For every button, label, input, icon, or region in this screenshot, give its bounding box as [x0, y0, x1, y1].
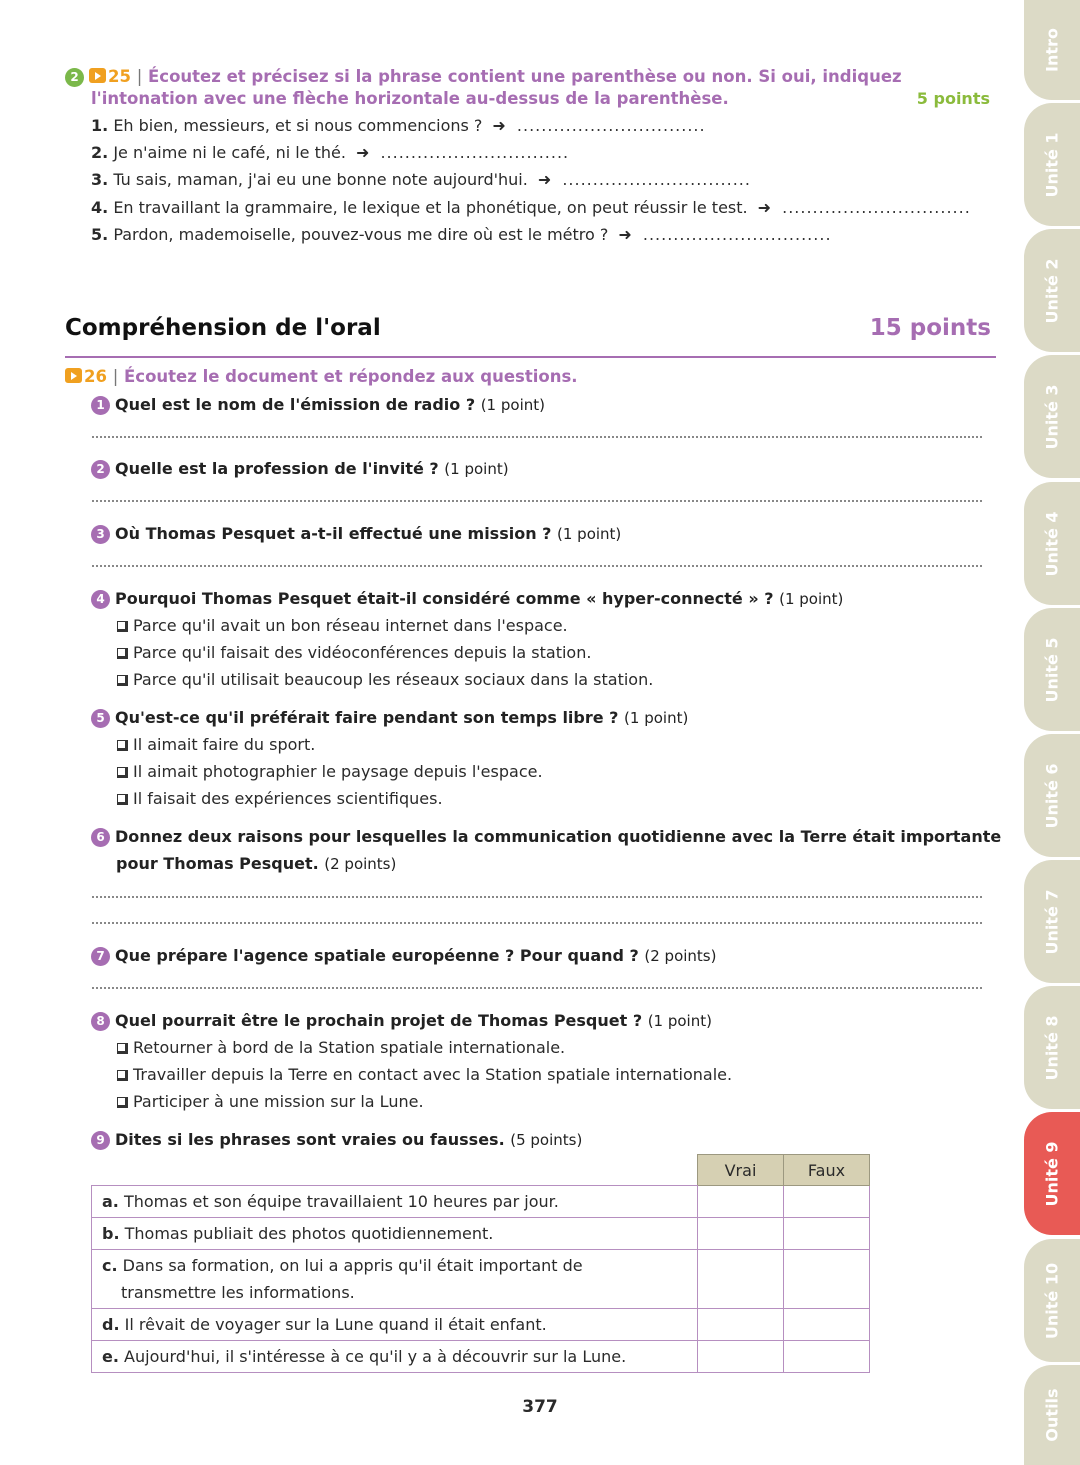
audio-play-icon[interactable] [65, 368, 82, 383]
instruction-line-2: l'intonation avec une flèche horizontale au-dessus de la parenthèse. [91, 89, 729, 108]
question-7 [91, 945, 716, 967]
list-item [91, 224, 832, 246]
table-row [92, 1309, 870, 1341]
tab-unit-7[interactable] [1024, 860, 1080, 983]
exercise-number: 2 [65, 68, 84, 87]
statement-letter: b. [102, 1224, 120, 1243]
option-text: Retourner à bord de la Station spatiale internationale. [133, 1038, 566, 1057]
question-number: 6 [91, 828, 110, 847]
checkbox-icon[interactable] [117, 675, 128, 686]
item-text: Pardon, mademoiselle, pouvez-vous me dire où est le métro ? [113, 225, 609, 244]
tab-unit-2[interactable] [1024, 229, 1080, 352]
arrow-icon: ➜ [618, 225, 632, 244]
answer-option[interactable] [117, 615, 568, 637]
instruction-text: Écoutez le document et répondez aux questions. [124, 367, 578, 386]
vrai-checkbox-cell[interactable] [698, 1186, 784, 1218]
tab-unit-10[interactable] [1024, 1239, 1080, 1362]
answer-option[interactable] [117, 734, 315, 756]
item-text: En travaillant la grammaire, le lexique et la phonétique, on peut réussir le test. [113, 198, 748, 217]
statement-text: Il rêvait de voyager sur la Lune quand il était enfant. [124, 1315, 547, 1334]
tab-label: Outils [1042, 1388, 1062, 1442]
option-text: Il aimait photographier le paysage depuis l'espace. [133, 762, 543, 781]
column-header-vrai: Vrai [698, 1155, 784, 1186]
table-row [92, 1218, 870, 1250]
exercise-points: 5 points [916, 89, 990, 108]
question-number: 5 [91, 709, 110, 728]
question-text: Où Thomas Pesquet a-t-il effectué une mission ? [115, 524, 552, 543]
checkbox-icon[interactable] [117, 1043, 128, 1054]
page-number: 377 [522, 1397, 558, 1417]
option-text: Participer à une mission sur la Lune. [133, 1092, 424, 1111]
option-text: Il faisait des expériences scientifiques. [133, 789, 443, 808]
statement-text-continued: transmettre les informations. [121, 1283, 355, 1302]
column-header-faux: Faux [784, 1155, 870, 1186]
tab-label: Unité 10 [1042, 1262, 1062, 1339]
tab-unit-1[interactable] [1024, 103, 1080, 226]
arrow-icon: ➜ [492, 116, 506, 135]
vrai-checkbox-cell[interactable] [698, 1309, 784, 1341]
question-points: (1 point) [444, 460, 509, 478]
section-divider [65, 356, 996, 358]
statement-text: Thomas et son équipe travaillaient 10 heures par jour. [123, 1192, 559, 1211]
faux-checkbox-cell[interactable] [784, 1309, 870, 1341]
question-points: (2 points) [324, 855, 397, 873]
option-text: Parce qu'il faisait des vidéoconférences depuis la station. [133, 643, 592, 662]
question-text: Quel est le nom de l'émission de radio ? [115, 395, 476, 414]
question-1 [91, 394, 545, 416]
tab-label: Unité 8 [1042, 1014, 1062, 1081]
question-text: Dites si les phrases sont vraies ou fausses. [115, 1130, 505, 1149]
answer-line[interactable] [92, 896, 982, 898]
statement-text: Dans sa formation, on lui a appris qu'il était important de [122, 1256, 583, 1275]
answer-line[interactable] [92, 436, 982, 438]
answer-option[interactable] [117, 1091, 424, 1113]
question-2 [91, 458, 509, 480]
statement-cell [92, 1341, 698, 1373]
tab-label: Unité 7 [1042, 888, 1062, 955]
answer-blank[interactable]: ............................... [642, 225, 832, 244]
checkbox-icon[interactable] [117, 1097, 128, 1108]
tab-intro[interactable] [1024, 0, 1080, 100]
answer-line[interactable] [92, 565, 982, 567]
tab-label: Unité 1 [1042, 131, 1062, 198]
statement-text: Aujourd'hui, il s'intéresse à ce qu'il y a à découvrir sur la Lune. [124, 1347, 627, 1366]
option-text: Travailler depuis la Terre en contact avec la Station spatiale internationale. [133, 1065, 733, 1084]
answer-option[interactable] [117, 1037, 565, 1059]
tab-unit-9[interactable] [1024, 1112, 1080, 1235]
tab-unit-5[interactable] [1024, 608, 1080, 731]
item-number: 1. [91, 116, 109, 135]
statement-letter: c. [102, 1256, 118, 1275]
exercise-2-instruction: 2 25 | Écoutez et précisez si la phrase contient une parenthèse ou non. Si oui, indiquez [65, 66, 902, 88]
list-item [91, 197, 971, 219]
faux-checkbox-cell[interactable] [784, 1250, 870, 1309]
answer-option[interactable] [117, 669, 653, 691]
question-points: (2 points) [644, 947, 717, 965]
question-9 [91, 1129, 582, 1151]
tab-label: Unité 4 [1042, 510, 1062, 577]
question-text: Que prépare l'agence spatiale européenne ? Pour quand ? [115, 946, 639, 965]
list-item [91, 142, 569, 164]
question-text: Quel pourrait être le prochain projet de Thomas Pesquet ? [115, 1011, 643, 1030]
question-text: Qu'est-ce qu'il préférait faire pendant son temps libre ? [115, 708, 619, 727]
tab-label: Unité 3 [1042, 383, 1062, 450]
tab-label: Unité 5 [1042, 636, 1062, 703]
answer-line[interactable] [92, 987, 982, 989]
question-text: pour Thomas Pesquet. [116, 854, 319, 873]
faux-checkbox-cell[interactable] [784, 1218, 870, 1250]
tab-label: Unité 6 [1042, 762, 1062, 829]
question-number: 2 [91, 460, 110, 479]
question-points: (1 point) [557, 525, 622, 543]
section-title: Compréhension de l'oral [65, 315, 381, 341]
tab-label: Intro [1042, 28, 1062, 72]
question-3 [91, 523, 621, 545]
checkbox-icon[interactable] [117, 621, 128, 632]
tab-outils[interactable] [1024, 1365, 1080, 1465]
answer-blank[interactable]: ............................... [782, 198, 971, 217]
audio-track-number: 26 [84, 367, 107, 386]
table-row [92, 1250, 870, 1309]
item-text: Je n'aime ni le café, ni le thé. [113, 143, 346, 162]
question-number: 8 [91, 1012, 110, 1031]
tab-unit-8[interactable] [1024, 986, 1080, 1109]
true-false-table [91, 1154, 870, 1373]
vrai-checkbox-cell[interactable] [698, 1250, 784, 1309]
question-number: 9 [91, 1131, 110, 1150]
question-text: Quelle est la profession de l'invité ? [115, 459, 439, 478]
answer-option[interactable] [117, 1064, 732, 1086]
tab-unit-3[interactable] [1024, 355, 1080, 478]
exercise-26-instruction: 26 | Écoutez le document et répondez aux questions. [65, 366, 578, 388]
question-text: Pourquoi Thomas Pesquet était-il considéré comme « hyper-connecté » ? [115, 589, 774, 608]
question-points: (1 point) [480, 396, 545, 414]
item-number: 3. [91, 170, 109, 189]
checkbox-icon[interactable] [117, 1070, 128, 1081]
vrai-checkbox-cell[interactable] [698, 1341, 784, 1373]
list-item [91, 115, 706, 137]
question-text: Donnez deux raisons pour lesquelles la communication quotidienne avec la Terre était importante [115, 827, 1002, 846]
tab-unit-6[interactable] [1024, 734, 1080, 857]
answer-option[interactable] [117, 761, 543, 783]
question-number: 1 [91, 396, 110, 415]
answer-blank[interactable]: ............................... [380, 143, 570, 162]
question-points: (1 point) [624, 709, 689, 727]
statement-letter: e. [102, 1347, 119, 1366]
question-text-continued [116, 853, 396, 875]
statement-cell [92, 1250, 698, 1309]
checkbox-icon[interactable] [117, 767, 128, 778]
audio-track-number: 25 [108, 67, 131, 86]
question-number: 3 [91, 525, 110, 544]
statement-cell [92, 1218, 698, 1250]
option-text: Parce qu'il avait un bon réseau internet dans l'espace. [133, 616, 568, 635]
checkbox-icon[interactable] [117, 740, 128, 751]
statement-text: Thomas publiait des photos quotidiennement. [124, 1224, 494, 1243]
question-5 [91, 707, 688, 729]
statement-cell [92, 1186, 698, 1218]
answer-line[interactable] [92, 922, 982, 924]
arrow-icon: ➜ [355, 143, 370, 162]
table-row [92, 1186, 870, 1218]
checkbox-icon[interactable] [117, 794, 128, 805]
answer-blank[interactable]: ............................... [516, 116, 706, 135]
answer-line[interactable] [92, 500, 982, 502]
answer-option[interactable] [117, 642, 591, 664]
question-number: 7 [91, 947, 110, 966]
arrow-icon: ➜ [757, 198, 772, 217]
statement-letter: a. [102, 1192, 119, 1211]
vrai-checkbox-cell[interactable] [698, 1218, 784, 1250]
tab-label: Unité 2 [1042, 257, 1062, 324]
question-points: (5 points) [510, 1131, 583, 1149]
question-points: (1 point) [779, 590, 844, 608]
item-number: 2. [91, 143, 109, 162]
item-number: 5. [91, 225, 109, 244]
checkbox-icon[interactable] [117, 648, 128, 659]
faux-checkbox-cell[interactable] [784, 1186, 870, 1218]
item-text: Eh bien, messieurs, et si nous commencions ? [113, 116, 483, 135]
audio-play-icon[interactable] [89, 68, 106, 83]
instruction-line: Écoutez et précisez si la phrase contient une parenthèse ou non. Si oui, indiquez [148, 67, 902, 86]
tab-unit-4[interactable] [1024, 482, 1080, 605]
faux-checkbox-cell[interactable] [784, 1341, 870, 1373]
question-points: (1 point) [647, 1012, 712, 1030]
list-item [91, 169, 751, 191]
statement-cell [92, 1309, 698, 1341]
answer-option[interactable] [117, 788, 443, 810]
tab-label: Unité 9 [1042, 1140, 1062, 1207]
item-text: Tu sais, maman, j'ai eu une bonne note aujourd'hui. [113, 170, 528, 189]
answer-blank[interactable]: ............................... [562, 170, 751, 189]
item-number: 4. [91, 198, 109, 217]
option-text: Il aimait faire du sport. [133, 735, 316, 754]
question-number: 4 [91, 590, 110, 609]
arrow-icon: ➜ [537, 170, 552, 189]
statement-letter: d. [102, 1315, 120, 1334]
section-points: 15 points [869, 315, 991, 341]
option-text: Parce qu'il utilisait beaucoup les réseaux sociaux dans la station. [133, 670, 654, 689]
table-row [92, 1341, 870, 1373]
question-8 [91, 1010, 712, 1032]
question-6 [91, 826, 1001, 848]
question-4 [91, 588, 843, 610]
